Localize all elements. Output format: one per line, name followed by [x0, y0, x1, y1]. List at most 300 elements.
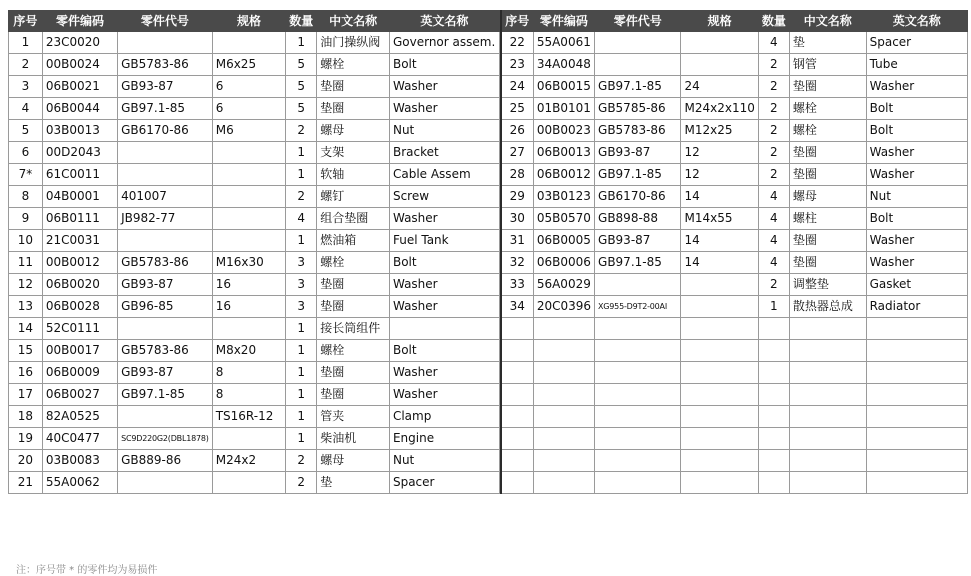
cell-chinese-name: 垫圈	[317, 98, 390, 120]
cell-english-name: Spacer	[866, 32, 967, 54]
cell-qty: 2	[286, 472, 317, 494]
cell-seq: 15	[9, 340, 43, 362]
cell-english-name	[866, 472, 967, 494]
cell-spec	[681, 340, 758, 362]
cell-chinese-name: 燃油箱	[317, 230, 390, 252]
cell-qty: 1	[286, 32, 317, 54]
table-row	[9, 120, 500, 142]
table-row	[9, 54, 500, 76]
cell-english-name: Bolt	[866, 120, 967, 142]
cell-qty: 1	[286, 142, 317, 164]
cell-seq: 31	[501, 230, 534, 252]
cell-english-name: Cable Assem	[389, 164, 499, 186]
table-row	[501, 472, 968, 494]
cell-part-code: 06B0015	[533, 76, 594, 98]
cell-english-name	[866, 406, 967, 428]
header-spec: 规格	[212, 11, 285, 32]
cell-seq: 13	[9, 296, 43, 318]
cell-part-code: 03B0013	[42, 120, 117, 142]
table-row	[501, 318, 968, 340]
cell-seq: 30	[501, 208, 534, 230]
cell-part-code: 06B0044	[42, 98, 117, 120]
cell-part-code: 34A0048	[533, 54, 594, 76]
cell-chinese-name: 螺栓	[789, 120, 866, 142]
cell-seq	[501, 340, 534, 362]
cell-spec	[212, 318, 285, 340]
table-row	[501, 208, 968, 230]
cell-spec	[681, 428, 758, 450]
cell-part-number: JB982-77	[118, 208, 213, 230]
cell-part-code: 00D2043	[42, 142, 117, 164]
table-row	[501, 54, 968, 76]
cell-part-number: GB93-87	[595, 230, 681, 252]
cell-qty: 1	[286, 340, 317, 362]
cell-qty: 1	[286, 318, 317, 340]
table-row	[9, 208, 500, 230]
cell-english-name: Washer	[866, 252, 967, 274]
cell-spec	[212, 428, 285, 450]
cell-chinese-name	[789, 340, 866, 362]
cell-english-name: Washer	[866, 164, 967, 186]
cell-part-code: 05B0570	[533, 208, 594, 230]
header-part-code: 零件编码	[533, 11, 594, 32]
cell-qty	[758, 340, 789, 362]
footnote: 注：序号带 * 的零件均为易损件	[16, 565, 158, 576]
cell-qty: 1	[286, 362, 317, 384]
cell-part-number: GB5783-86	[118, 252, 213, 274]
cell-seq	[501, 318, 534, 340]
cell-part-number: GB97.1-85	[118, 384, 213, 406]
cell-qty: 1	[286, 384, 317, 406]
cell-spec	[681, 362, 758, 384]
cell-seq: 19	[9, 428, 43, 450]
table-row	[9, 362, 500, 384]
cell-part-number	[595, 406, 681, 428]
cell-english-name: Bolt	[389, 54, 499, 76]
header-spec: 规格	[681, 11, 758, 32]
cell-part-code	[533, 318, 594, 340]
cell-chinese-name: 螺柱	[789, 208, 866, 230]
header-seq: 序号	[501, 11, 534, 32]
table-row	[9, 142, 500, 164]
cell-qty: 2	[758, 98, 789, 120]
cell-spec	[681, 472, 758, 494]
cell-qty: 2	[758, 76, 789, 98]
cell-chinese-name: 钢管	[789, 54, 866, 76]
table-row	[501, 252, 968, 274]
cell-english-name: Bolt	[389, 252, 499, 274]
cell-part-code: 52C0111	[42, 318, 117, 340]
cell-seq: 34	[501, 296, 534, 318]
cell-spec	[212, 32, 285, 54]
cell-chinese-name: 螺栓	[317, 252, 390, 274]
cell-english-name: Washer	[866, 142, 967, 164]
cell-qty: 4	[758, 230, 789, 252]
cell-spec	[212, 208, 285, 230]
cell-seq: 17	[9, 384, 43, 406]
table-row	[9, 230, 500, 252]
cell-spec	[212, 186, 285, 208]
cell-part-code: 06B0005	[533, 230, 594, 252]
cell-english-name: Washer	[389, 362, 499, 384]
cell-english-name: Washer	[389, 384, 499, 406]
header-part-code: 零件编码	[42, 11, 117, 32]
cell-chinese-name: 散热器总成	[789, 296, 866, 318]
cell-english-name: Nut	[866, 186, 967, 208]
cell-qty: 1	[286, 230, 317, 252]
cell-spec: 16	[212, 296, 285, 318]
cell-seq: 4	[9, 98, 43, 120]
cell-chinese-name: 柴油机	[317, 428, 390, 450]
cell-chinese-name	[789, 406, 866, 428]
cell-english-name	[866, 318, 967, 340]
cell-part-code: 82A0525	[42, 406, 117, 428]
table-row	[9, 274, 500, 296]
cell-spec	[681, 54, 758, 76]
cell-part-code: 61C0011	[42, 164, 117, 186]
table-row	[9, 450, 500, 472]
header-seq: 序号	[9, 11, 43, 32]
cell-part-code	[533, 340, 594, 362]
cell-chinese-name	[789, 472, 866, 494]
cell-chinese-name: 软轴	[317, 164, 390, 186]
table-header-row	[9, 11, 500, 32]
cell-chinese-name: 油门操纵阀	[317, 32, 390, 54]
cell-chinese-name: 管夹	[317, 406, 390, 428]
cell-part-code	[533, 406, 594, 428]
cell-part-number	[118, 318, 213, 340]
cell-chinese-name: 调整垫	[789, 274, 866, 296]
table-row	[9, 384, 500, 406]
cell-part-code: 55A0062	[42, 472, 117, 494]
cell-seq: 26	[501, 120, 534, 142]
cell-qty: 1	[758, 296, 789, 318]
cell-spec: 14	[681, 252, 758, 274]
cell-qty: 4	[758, 252, 789, 274]
cell-chinese-name: 垫圈	[317, 296, 390, 318]
cell-part-number: GB93-87	[595, 142, 681, 164]
cell-seq: 7*	[9, 164, 43, 186]
table-row	[501, 362, 968, 384]
cell-chinese-name: 垫圈	[789, 164, 866, 186]
cell-part-number: GB5783-86	[118, 54, 213, 76]
cell-spec	[681, 406, 758, 428]
cell-seq: 3	[9, 76, 43, 98]
cell-part-number	[595, 450, 681, 472]
cell-chinese-name	[789, 384, 866, 406]
cell-qty: 1	[286, 428, 317, 450]
cell-part-number: GB6170-86	[118, 120, 213, 142]
cell-qty: 2	[758, 274, 789, 296]
cell-chinese-name: 垫	[789, 32, 866, 54]
cell-chinese-name: 接长筒组件	[317, 318, 390, 340]
cell-qty: 3	[286, 252, 317, 274]
cell-qty: 2	[286, 186, 317, 208]
cell-english-name: Tube	[866, 54, 967, 76]
cell-part-code	[533, 428, 594, 450]
cell-part-code: 06B0009	[42, 362, 117, 384]
cell-part-code: 06B0006	[533, 252, 594, 274]
cell-part-code: 06B0013	[533, 142, 594, 164]
cell-seq: 9	[9, 208, 43, 230]
cell-english-name: Bolt	[866, 208, 967, 230]
cell-spec: M16x30	[212, 252, 285, 274]
cell-part-code: 06B0021	[42, 76, 117, 98]
cell-spec: 16	[212, 274, 285, 296]
cell-part-code: 06B0028	[42, 296, 117, 318]
cell-seq	[501, 428, 534, 450]
cell-spec	[212, 142, 285, 164]
cell-seq	[501, 450, 534, 472]
cell-part-number	[595, 472, 681, 494]
cell-seq	[501, 362, 534, 384]
cell-part-code: 06B0020	[42, 274, 117, 296]
cell-part-code: 03B0083	[42, 450, 117, 472]
cell-chinese-name: 螺母	[789, 186, 866, 208]
cell-seq: 11	[9, 252, 43, 274]
cell-part-code: 40C0477	[42, 428, 117, 450]
table-row	[9, 296, 500, 318]
cell-spec: 6	[212, 98, 285, 120]
cell-part-code	[533, 362, 594, 384]
cell-seq: 21	[9, 472, 43, 494]
cell-part-number	[595, 340, 681, 362]
cell-qty	[758, 450, 789, 472]
cell-english-name: Washer	[389, 274, 499, 296]
cell-seq: 14	[9, 318, 43, 340]
cell-seq: 1	[9, 32, 43, 54]
table-row	[501, 32, 968, 54]
table-row	[501, 230, 968, 252]
cell-seq	[501, 472, 534, 494]
cell-spec: 12	[681, 164, 758, 186]
cell-part-number: GB889-86	[118, 450, 213, 472]
cell-chinese-name	[789, 362, 866, 384]
cell-part-number: XG955-D9T2-00AI	[595, 296, 681, 318]
cell-chinese-name: 垫圈	[789, 230, 866, 252]
cell-part-number: GB5785-86	[595, 98, 681, 120]
cell-qty: 2	[758, 120, 789, 142]
cell-part-number: GB97.1-85	[595, 164, 681, 186]
cell-chinese-name: 垫圈	[789, 142, 866, 164]
cell-part-number	[118, 230, 213, 252]
cell-part-number: GB5783-86	[118, 340, 213, 362]
cell-spec	[681, 384, 758, 406]
cell-part-number: GB96-85	[118, 296, 213, 318]
cell-part-code	[533, 472, 594, 494]
cell-chinese-name: 垫圈	[317, 76, 390, 98]
cell-qty: 5	[286, 98, 317, 120]
cell-english-name	[866, 362, 967, 384]
cell-spec	[212, 472, 285, 494]
cell-seq: 2	[9, 54, 43, 76]
cell-spec: M12x25	[681, 120, 758, 142]
cell-spec	[681, 450, 758, 472]
table-row	[9, 252, 500, 274]
cell-spec: M6x25	[212, 54, 285, 76]
cell-part-number	[118, 472, 213, 494]
cell-qty	[758, 472, 789, 494]
cell-chinese-name: 垫圈	[317, 274, 390, 296]
cell-part-number	[595, 54, 681, 76]
cell-part-number	[595, 362, 681, 384]
cell-part-code: 20C0396	[533, 296, 594, 318]
cell-qty	[758, 318, 789, 340]
cell-chinese-name	[789, 428, 866, 450]
cell-english-name: Bracket	[389, 142, 499, 164]
table-row	[501, 274, 968, 296]
cell-spec: M24x2	[212, 450, 285, 472]
header-chinese-name: 中文名称	[789, 11, 866, 32]
cell-qty: 2	[758, 142, 789, 164]
table-row	[9, 164, 500, 186]
cell-seq: 10	[9, 230, 43, 252]
cell-seq: 18	[9, 406, 43, 428]
cell-part-number	[595, 384, 681, 406]
cell-part-number	[595, 428, 681, 450]
cell-spec: 12	[681, 142, 758, 164]
cell-chinese-name: 螺栓	[789, 98, 866, 120]
cell-spec: M6	[212, 120, 285, 142]
cell-english-name: Washer	[389, 296, 499, 318]
cell-spec: 8	[212, 384, 285, 406]
cell-part-code: 06B0027	[42, 384, 117, 406]
table-row	[9, 98, 500, 120]
cell-qty	[758, 406, 789, 428]
header-part-number: 零件代号	[118, 11, 213, 32]
cell-part-code	[533, 450, 594, 472]
table-row	[501, 296, 968, 318]
cell-part-number: GB97.1-85	[118, 98, 213, 120]
header-part-number: 零件代号	[595, 11, 681, 32]
cell-chinese-name: 组合垫圈	[317, 208, 390, 230]
parts-list-sheet	[8, 10, 968, 494]
cell-english-name	[866, 450, 967, 472]
cell-chinese-name: 螺母	[317, 120, 390, 142]
table-row	[9, 76, 500, 98]
cell-spec: 6	[212, 76, 285, 98]
cell-qty: 3	[286, 296, 317, 318]
cell-english-name: Engine	[389, 428, 499, 450]
cell-english-name	[389, 318, 499, 340]
cell-spec: 14	[681, 186, 758, 208]
cell-spec	[212, 230, 285, 252]
cell-spec	[681, 318, 758, 340]
table-row	[501, 98, 968, 120]
parts-table-left	[8, 10, 500, 494]
cell-spec: M8x20	[212, 340, 285, 362]
cell-seq: 25	[501, 98, 534, 120]
cell-spec: 8	[212, 362, 285, 384]
table-row	[501, 340, 968, 362]
header-english-name: 英文名称	[389, 11, 499, 32]
cell-part-number: GB6170-86	[595, 186, 681, 208]
cell-part-code: 06B0111	[42, 208, 117, 230]
cell-seq: 22	[501, 32, 534, 54]
cell-part-number	[118, 32, 213, 54]
cell-chinese-name: 螺母	[317, 450, 390, 472]
cell-part-code: 04B0001	[42, 186, 117, 208]
cell-seq: 29	[501, 186, 534, 208]
cell-part-number: GB898-88	[595, 208, 681, 230]
table-row	[9, 32, 500, 54]
table-header-row	[501, 11, 968, 32]
cell-english-name: Bolt	[866, 98, 967, 120]
cell-english-name: Washer	[866, 76, 967, 98]
cell-part-code: 00B0012	[42, 252, 117, 274]
cell-seq: 8	[9, 186, 43, 208]
cell-part-code: 23C0020	[42, 32, 117, 54]
cell-qty: 3	[286, 274, 317, 296]
cell-spec	[681, 32, 758, 54]
cell-qty: 4	[758, 32, 789, 54]
cell-part-code: 00B0024	[42, 54, 117, 76]
cell-part-number: GB97.1-85	[595, 252, 681, 274]
cell-part-code: 21C0031	[42, 230, 117, 252]
cell-qty: 4	[758, 186, 789, 208]
cell-english-name: Washer	[389, 76, 499, 98]
cell-seq: 23	[501, 54, 534, 76]
cell-part-code: 00B0017	[42, 340, 117, 362]
cell-spec: M14x55	[681, 208, 758, 230]
cell-english-name	[866, 428, 967, 450]
table-row	[501, 450, 968, 472]
cell-spec: 14	[681, 230, 758, 252]
cell-qty: 4	[286, 208, 317, 230]
cell-part-number: SC9D220G2(DBL1878)	[118, 428, 213, 450]
cell-part-code: 55A0061	[533, 32, 594, 54]
cell-part-number: GB5783-86	[595, 120, 681, 142]
cell-english-name	[866, 340, 967, 362]
cell-part-code: 56A0029	[533, 274, 594, 296]
table-row	[501, 384, 968, 406]
cell-part-code: 03B0123	[533, 186, 594, 208]
cell-qty: 1	[286, 406, 317, 428]
table-row	[501, 186, 968, 208]
cell-qty: 2	[286, 120, 317, 142]
cell-qty	[758, 384, 789, 406]
cell-part-number: GB93-87	[118, 362, 213, 384]
cell-english-name: Governor assem.	[389, 32, 499, 54]
table-row	[9, 472, 500, 494]
cell-part-number	[595, 32, 681, 54]
table-row	[9, 406, 500, 428]
cell-qty	[758, 362, 789, 384]
cell-chinese-name: 螺钉	[317, 186, 390, 208]
cell-english-name: Spacer	[389, 472, 499, 494]
cell-seq: 6	[9, 142, 43, 164]
cell-spec: TS16R-12	[212, 406, 285, 428]
cell-english-name: Fuel Tank	[389, 230, 499, 252]
cell-chinese-name: 支架	[317, 142, 390, 164]
cell-qty	[758, 428, 789, 450]
header-qty: 数量	[758, 11, 789, 32]
cell-part-number	[118, 142, 213, 164]
cell-seq: 32	[501, 252, 534, 274]
cell-english-name	[866, 384, 967, 406]
cell-english-name: Screw	[389, 186, 499, 208]
cell-part-number	[595, 318, 681, 340]
cell-english-name: Washer	[866, 230, 967, 252]
cell-part-number	[118, 164, 213, 186]
table-row	[501, 76, 968, 98]
cell-qty: 2	[758, 54, 789, 76]
cell-english-name: Nut	[389, 120, 499, 142]
table-row	[501, 120, 968, 142]
cell-english-name: Nut	[389, 450, 499, 472]
cell-part-code: 06B0012	[533, 164, 594, 186]
cell-seq: 24	[501, 76, 534, 98]
